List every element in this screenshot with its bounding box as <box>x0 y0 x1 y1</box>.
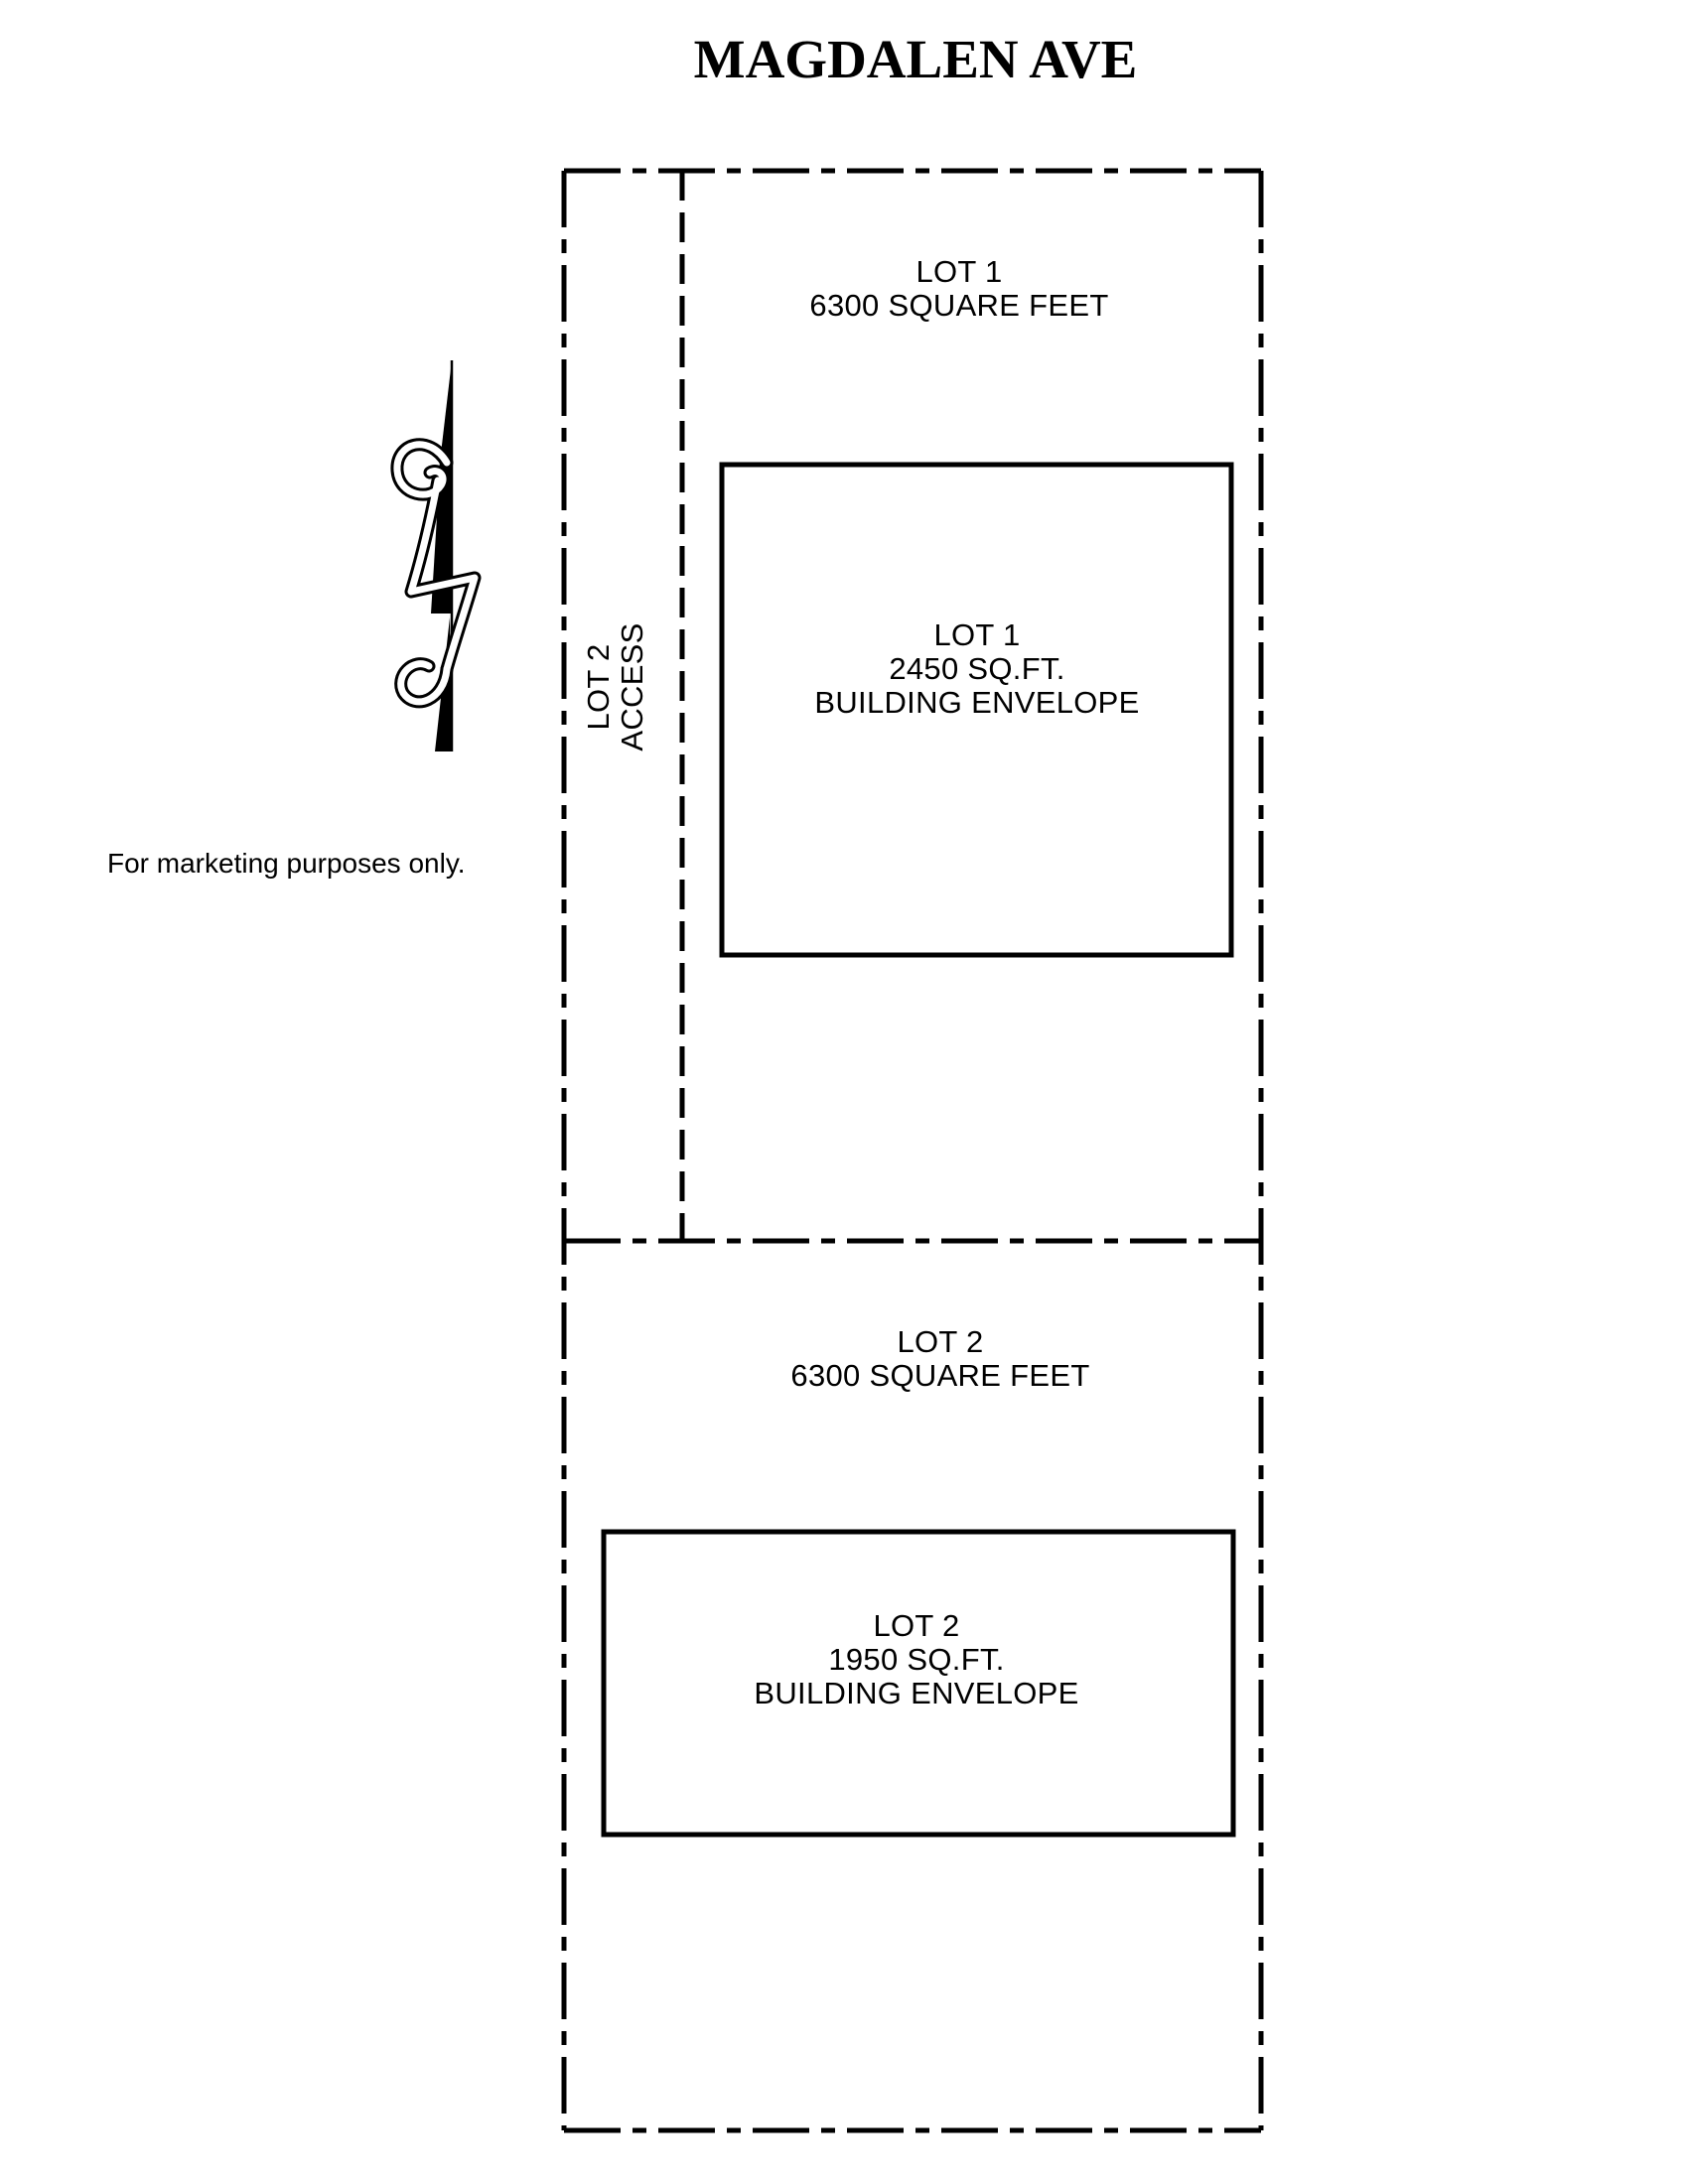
lot2-envelope-label <box>754 1609 1078 1710</box>
lot1-envelope-label <box>814 618 1139 720</box>
lot2-envelope-area: 1950 SQ.FT. <box>828 1642 1005 1677</box>
lot2-label <box>790 1325 1089 1393</box>
lot1-envelope-type: BUILDING ENVELOPE <box>814 685 1140 720</box>
north-arrow-icon <box>397 360 475 751</box>
disclaimer-note: For marketing purposes only. <box>107 848 466 879</box>
lot2-name: LOT 2 <box>897 1324 984 1359</box>
lot1-label <box>809 255 1108 323</box>
lot1-envelope-name: LOT 1 <box>933 617 1021 652</box>
lot2-envelope-name: LOT 2 <box>873 1608 960 1643</box>
lot2-access-line1: LOT 2 <box>581 643 616 731</box>
lot2-envelope-type: BUILDING ENVELOPE <box>754 1676 1079 1710</box>
lot2-access-line2: ACCESS <box>615 622 649 751</box>
lot1-envelope-area: 2450 SQ.FT. <box>889 651 1065 686</box>
lot2-access-label <box>582 588 649 786</box>
lot1-name: LOT 1 <box>915 254 1003 289</box>
lot2-area: 6300 SQUARE FEET <box>790 1358 1090 1393</box>
lot1-area: 6300 SQUARE FEET <box>809 288 1109 323</box>
street-name-title: MAGDALEN AVE <box>693 29 1138 89</box>
